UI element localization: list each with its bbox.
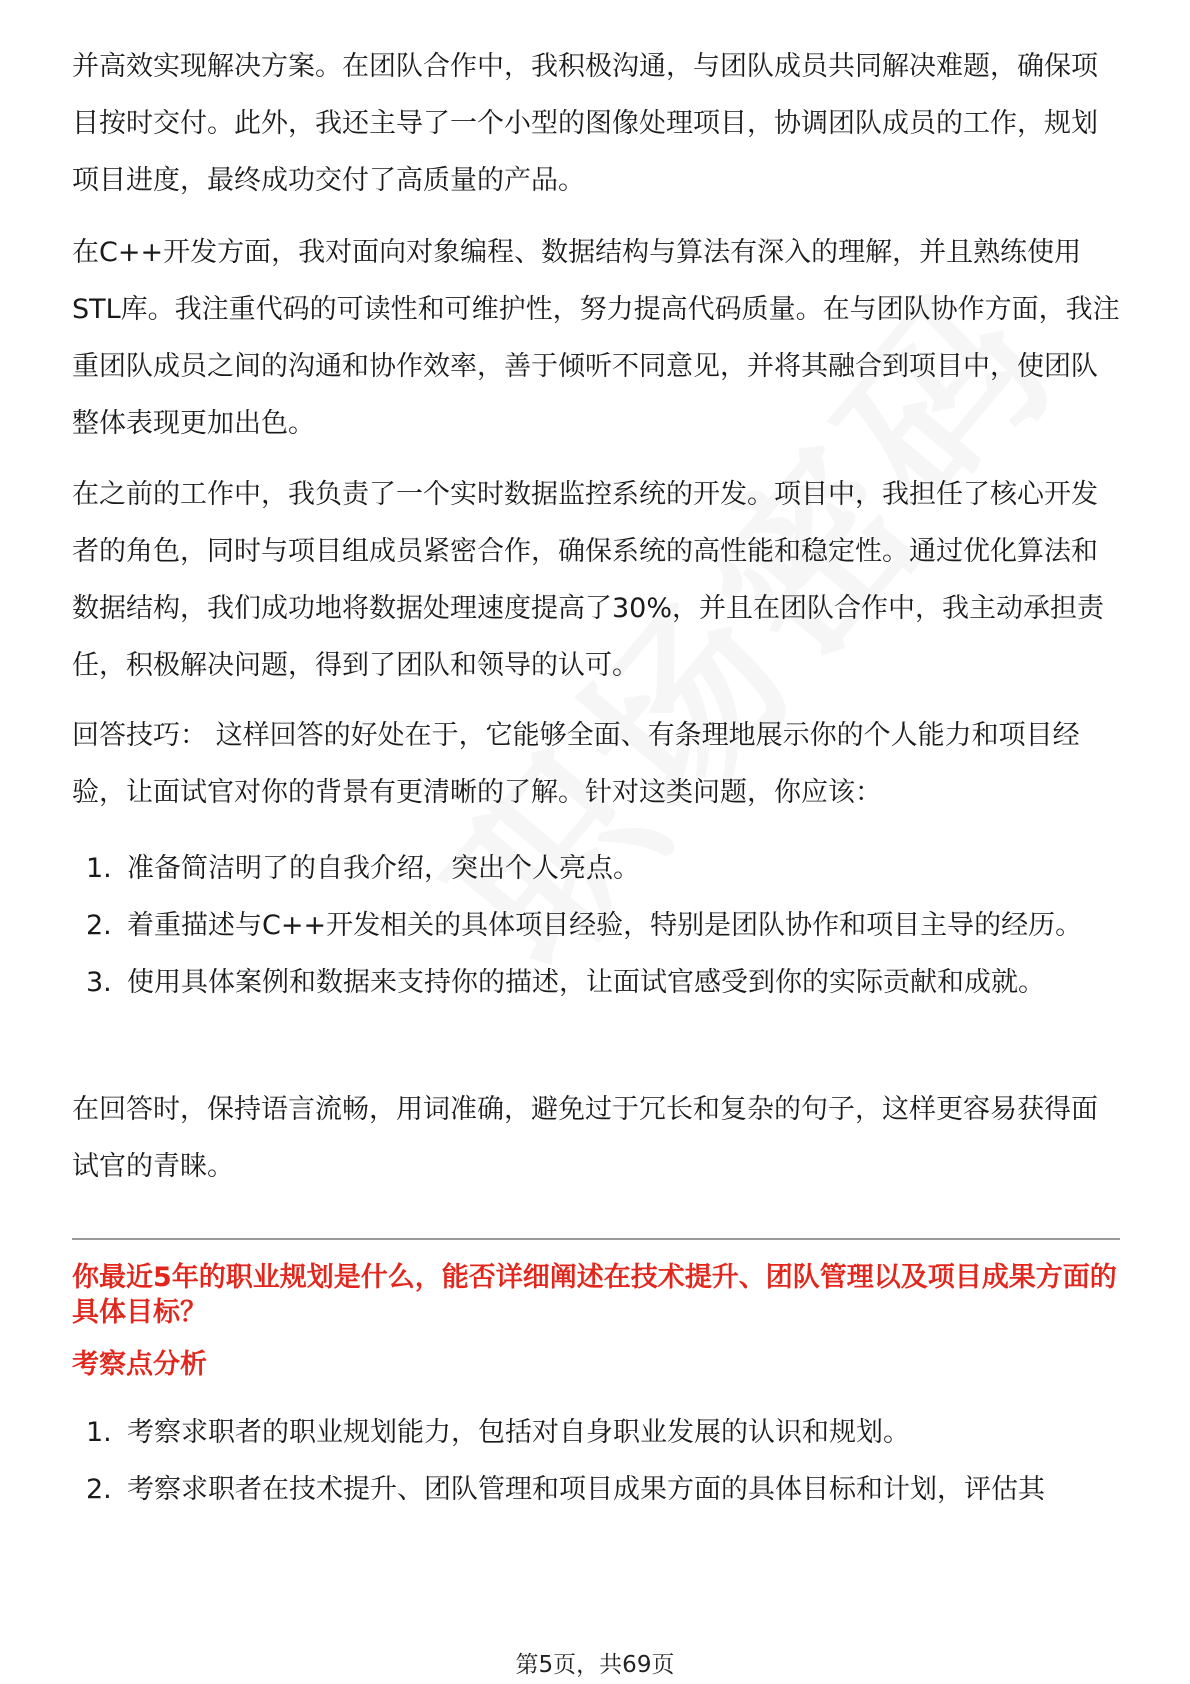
section-divider <box>72 1238 1120 1240</box>
list-item <box>72 897 1120 954</box>
answer-tips-paragraph: 回答技巧： 这样回答的好处在于，它能够全面、有条理地展示你的个人能力和项目经验，让面试官对你的背景有更清晰的了解。针对这类问题，你应该： <box>72 720 1080 808</box>
question-title: 你最近5年的职业规划是什么，能否详细阐述在技术提升、团队管理以及项目成果方面的具体目标？ <box>72 1262 1117 1328</box>
analysis-points-list <box>72 1404 1120 1518</box>
list-item <box>72 954 1120 1011</box>
paragraph-3: 在之前的工作中，我负责了一个实时数据监控系统的开发。项目中，我担任了核心开发者的角色，同时与项目组成员紧密合作，确保系统的高性能和稳定性。通过优化算法和数据结构，我们成功地将数据处理速度提高了30%，并且在团队合作中，我主动承担责任，积极解决问题，得到了团队和领导的认可。 <box>72 479 1105 681</box>
list-item-text: 使用具体案例和数据来支持你的描述，让面试官感受到你的实际贡献和成就。 <box>127 967 1045 998</box>
list-number: 1. <box>86 853 112 884</box>
list-number: 3. <box>86 967 112 998</box>
section-title: 考察点分析 <box>72 1349 207 1380</box>
list-item <box>72 1404 1120 1461</box>
list-item-text: 考察求职者的职业规划能力，包括对自身职业发展的认识和规划。 <box>127 1417 910 1448</box>
list-item <box>72 840 1120 897</box>
closing-paragraph: 在回答时，保持语言流畅，用词准确，避免过于冗长和复杂的句子，这样更容易获得面试官的青睐。 <box>72 1094 1098 1182</box>
list-item-text: 考察求职者在技术提升、团队管理和项目成果方面的具体目标和计划，评估其 <box>127 1474 1045 1505</box>
list-item <box>72 1461 1120 1518</box>
list-number: 2. <box>86 910 112 941</box>
paragraph-2: 在C++开发方面，我对面向对象编程、数据结构与算法有深入的理解，并且熟练使用STL库。我注重代码的可读性和可维护性，努力提高代码质量。在与团队协作方面，我注重团队成员之间的沟通和协作效率，善于倾听不同意见，并将其融合到项目中，使团队整体表现更加出色。 <box>72 237 1120 439</box>
paragraph-1: 并高效实现解决方案。在团队合作中，我积极沟通，与团队成员共同解决难题，确保项目按时交付。此外，我还主导了一个小型的图像处理项目，协调团队成员的工作，规划项目进度，最终成功交付了高质量的产品。 <box>72 51 1098 196</box>
list-item-text: 着重描述与C++开发相关的具体项目经验，特别是团队协作和项目主导的经历。 <box>127 910 1083 941</box>
page-number-footer: 第5页，共69页 <box>515 1652 675 1678</box>
list-number: 1. <box>86 1417 112 1448</box>
tips-list <box>72 840 1120 1011</box>
list-number: 2. <box>86 1474 112 1505</box>
list-item-text: 准备简洁明了的自我介绍，突出个人亮点。 <box>127 853 640 884</box>
